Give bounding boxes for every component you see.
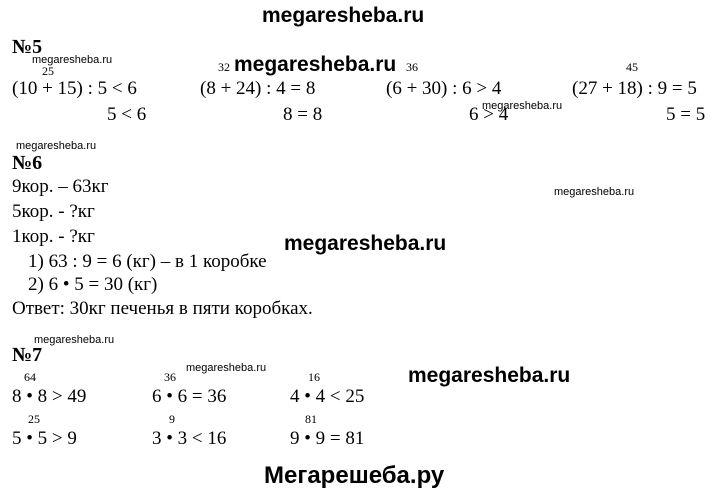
task6-answer: Ответ: 30кг печенья в пяти коробках. — [12, 298, 313, 319]
task7-hint-2: 36 — [164, 370, 176, 384]
watermark-top: megaresheba.ru — [262, 4, 425, 27]
task5-hint-2: 32 — [218, 60, 230, 74]
task5-result-1: 5 < 6 — [107, 104, 147, 125]
task6-line-1: 9кор. – 63кг — [12, 176, 109, 197]
watermark-task6: megaresheba.ru — [284, 232, 447, 255]
task7-hint-1: 64 — [24, 370, 36, 384]
watermark-footer: Мегарешеба.ру — [264, 462, 445, 489]
task6-heading: №6 — [12, 152, 43, 174]
task7-expr-5: 3 • 3 < 16 — [152, 428, 227, 449]
task6-line-2: 5кор. - ?кг — [12, 201, 95, 222]
task7-expr-2: 6 • 6 = 36 — [152, 386, 227, 407]
task5-expr-2: (8 + 24) : 4 = 8 — [200, 78, 316, 99]
watermark-small: megaresheba.ru — [32, 54, 113, 66]
task7-hint-4: 25 — [28, 412, 40, 426]
watermark-task7: megaresheba.ru — [408, 364, 571, 387]
task7-hint-5: 9 — [169, 412, 175, 426]
task5-result-3: 6 > 4 — [469, 104, 509, 125]
task5-hint-3: 36 — [406, 60, 418, 74]
task5-hint-4: 45 — [626, 60, 638, 74]
watermark-small: megaresheba.ru — [34, 334, 115, 346]
task5-expr-3: (6 + 30) : 6 > 4 — [386, 78, 502, 99]
watermark-small: megaresheba.ru — [16, 140, 97, 152]
task5-expr-4: (27 + 18) : 9 = 5 — [572, 78, 697, 99]
task7-hint-3: 16 — [308, 370, 320, 384]
task6-line-3: 1кор. - ?кг — [12, 226, 95, 247]
task5-expr-1: (10 + 15) : 5 < 6 — [12, 78, 137, 99]
task7-heading: №7 — [12, 344, 43, 366]
watermark-small: megaresheba.ru — [186, 362, 267, 374]
task7-hint-6: 81 — [305, 412, 317, 426]
task6-step-1: 1) 63 : 9 = 6 (кг) – в 1 коробке — [28, 251, 267, 272]
task5-result-2: 8 = 8 — [283, 104, 323, 125]
watermark-task5: megaresheba.ru — [234, 53, 397, 76]
task5-hint-1: 25 — [42, 64, 54, 78]
watermark-small: megaresheba.ru — [482, 100, 563, 112]
task7-expr-4: 5 • 5 > 9 — [12, 428, 77, 449]
task5-heading: №5 — [12, 36, 43, 58]
task7-expr-6: 9 • 9 = 81 — [290, 428, 365, 449]
task6-step-2: 2) 6 • 5 = 30 (кг) — [28, 274, 158, 295]
task7-expr-1: 8 • 8 > 49 — [12, 386, 87, 407]
watermark-small: megaresheba.ru — [554, 186, 635, 198]
task5-result-4: 5 = 5 — [666, 104, 706, 125]
task7-expr-3: 4 • 4 < 25 — [290, 386, 365, 407]
